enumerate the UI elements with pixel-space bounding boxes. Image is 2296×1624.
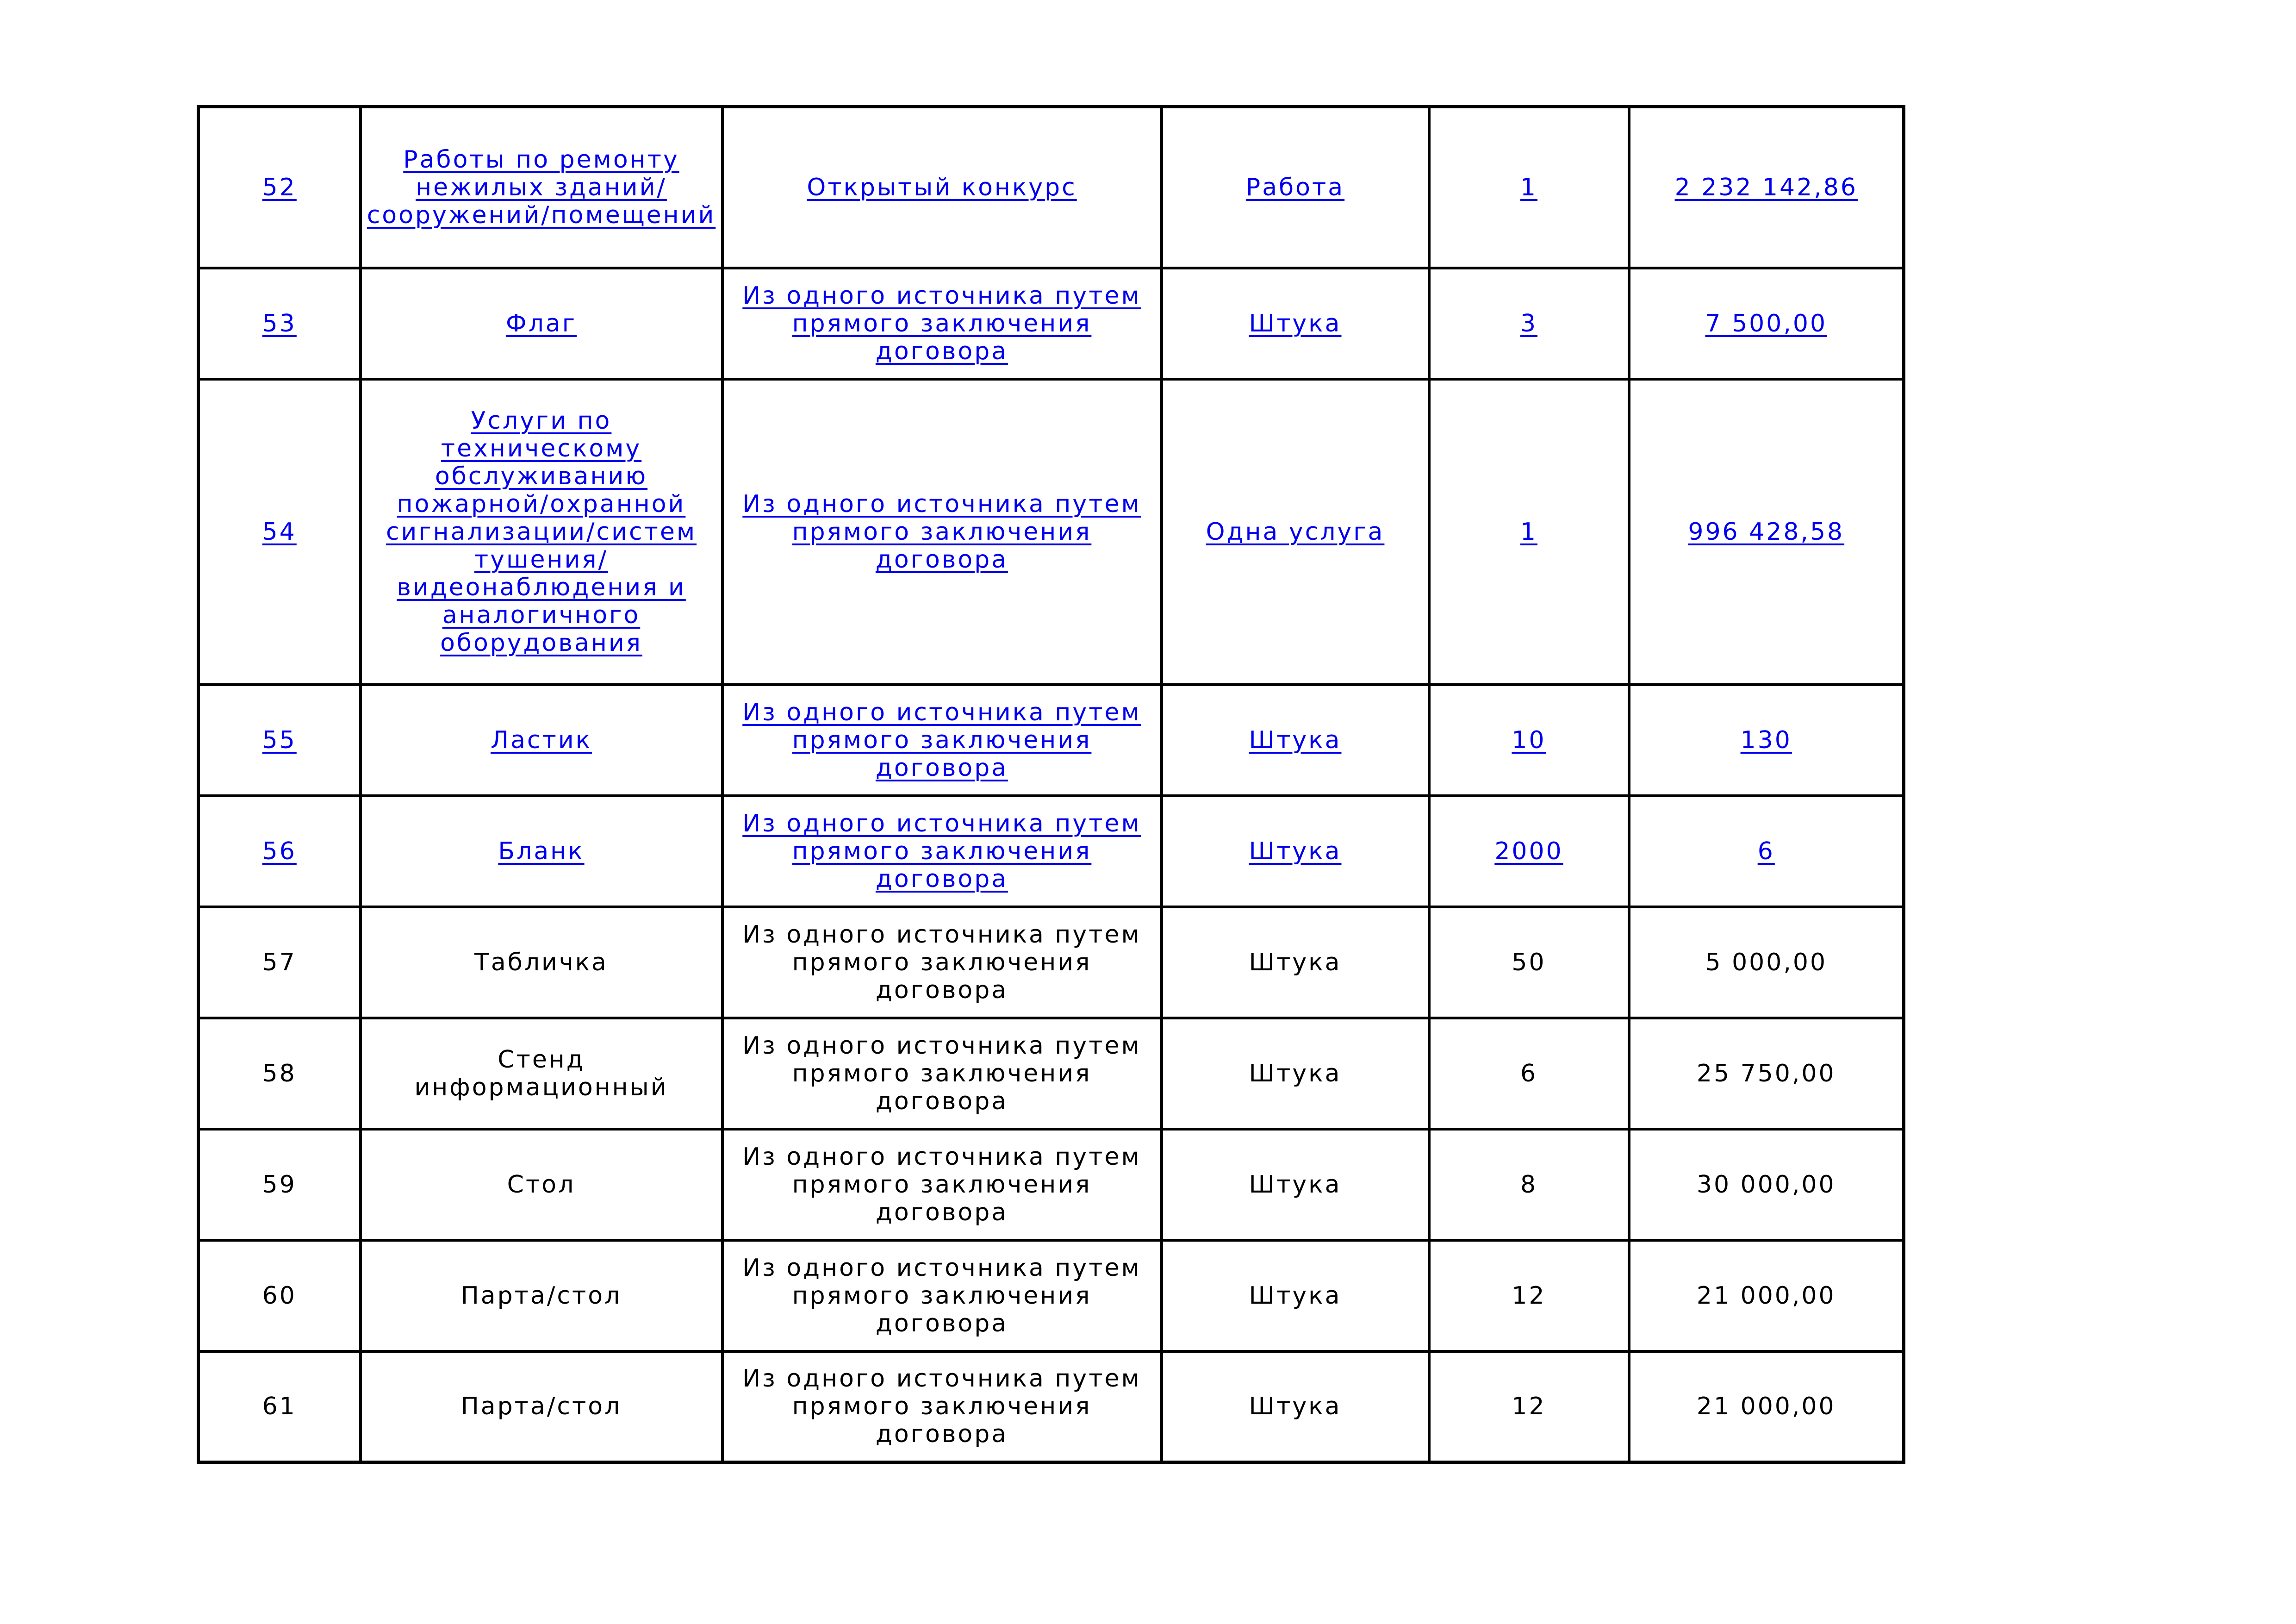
item-name-cell xyxy=(361,268,722,379)
row-number-cell: 59 xyxy=(199,1129,361,1240)
row-number-link[interactable]: 52 xyxy=(262,173,297,201)
procurement-table xyxy=(197,105,1905,1464)
procurement-method-cell: Из одного источника путем прямого заключения договора xyxy=(722,1351,1162,1462)
table-row xyxy=(199,1129,1904,1240)
unit-link[interactable]: Штука xyxy=(1249,309,1342,337)
item-name-link[interactable]: Услуги по техническому обслуживанию пожарной/охранной сигнализации/систем тушения/видеонаблюдения и аналогичного оборудования xyxy=(386,406,697,657)
quantity-cell: 8 xyxy=(1429,1129,1629,1240)
row-number-link[interactable]: 54 xyxy=(262,518,297,546)
amount-link[interactable]: 130 xyxy=(1740,726,1792,754)
amount-cell: 21 000,00 xyxy=(1629,1240,1904,1351)
row-number-cell xyxy=(199,796,361,907)
table-row xyxy=(199,1018,1904,1129)
item-name-link[interactable]: Работы по ремонту нежилых зданий/сооружений/помещений xyxy=(367,145,716,229)
unit-cell: Штука xyxy=(1162,1351,1429,1462)
unit-link[interactable]: Работа xyxy=(1245,173,1345,201)
row-number-cell xyxy=(199,107,361,268)
amount-cell xyxy=(1629,685,1904,796)
item-name-link[interactable]: Флаг xyxy=(505,309,577,337)
item-name-cell xyxy=(361,796,722,907)
table-row xyxy=(199,1351,1904,1462)
item-name-cell: Парта/стол xyxy=(361,1351,722,1462)
row-number-link[interactable]: 53 xyxy=(262,309,297,337)
procurement-method-cell: Из одного источника путем прямого заключения договора xyxy=(722,1018,1162,1129)
quantity-cell xyxy=(1429,685,1629,796)
quantity-cell: 6 xyxy=(1429,1018,1629,1129)
quantity-cell xyxy=(1429,268,1629,379)
row-number-cell xyxy=(199,685,361,796)
row-number-link[interactable]: 56 xyxy=(262,837,297,865)
amount-cell: 30 000,00 xyxy=(1629,1129,1904,1240)
procurement-method-cell xyxy=(722,685,1162,796)
procurement-method-link[interactable]: Из одного источника путем прямого заключения договора xyxy=(742,809,1141,893)
item-name-cell xyxy=(361,379,722,685)
row-number-cell xyxy=(199,268,361,379)
table-row xyxy=(199,685,1904,796)
quantity-cell: 12 xyxy=(1429,1351,1629,1462)
amount-cell: 21 000,00 xyxy=(1629,1351,1904,1462)
procurement-method-cell xyxy=(722,379,1162,685)
amount-cell xyxy=(1629,379,1904,685)
quantity-link[interactable]: 1 xyxy=(1520,518,1538,546)
unit-cell xyxy=(1162,268,1429,379)
table-row xyxy=(199,1240,1904,1351)
unit-cell: Штука xyxy=(1162,1018,1429,1129)
item-name-cell: Табличка xyxy=(361,907,722,1018)
unit-cell: Штука xyxy=(1162,907,1429,1018)
row-number-cell: 61 xyxy=(199,1351,361,1462)
row-number-link[interactable]: 55 xyxy=(262,726,297,754)
unit-cell: Штука xyxy=(1162,1240,1429,1351)
row-number-cell: 60 xyxy=(199,1240,361,1351)
amount-cell xyxy=(1629,107,1904,268)
item-name-cell xyxy=(361,107,722,268)
item-name-link[interactable]: Бланк xyxy=(498,837,585,865)
table-row xyxy=(199,379,1904,685)
unit-cell: Штука xyxy=(1162,1129,1429,1240)
row-number-cell: 58 xyxy=(199,1018,361,1129)
quantity-link[interactable]: 10 xyxy=(1512,726,1546,754)
amount-cell: 25 750,00 xyxy=(1629,1018,1904,1129)
unit-cell xyxy=(1162,796,1429,907)
table-row xyxy=(199,796,1904,907)
unit-cell xyxy=(1162,379,1429,685)
procurement-method-cell xyxy=(722,796,1162,907)
procurement-method-cell xyxy=(722,107,1162,268)
amount-cell xyxy=(1629,268,1904,379)
item-name-cell: Стенд информационный xyxy=(361,1018,722,1129)
amount-link[interactable]: 996 428,58 xyxy=(1688,518,1845,546)
amount-link[interactable]: 7 500,00 xyxy=(1705,309,1828,337)
quantity-cell xyxy=(1429,107,1629,268)
table-row xyxy=(199,268,1904,379)
procurement-method-cell xyxy=(722,268,1162,379)
procurement-method-link[interactable]: Из одного источника путем прямого заключения договора xyxy=(742,281,1141,365)
item-name-cell: Парта/стол xyxy=(361,1240,722,1351)
quantity-link[interactable]: 1 xyxy=(1520,173,1538,201)
procurement-table-body xyxy=(199,107,1904,1462)
procurement-method-link[interactable]: Открытый конкурс xyxy=(807,173,1077,201)
table-row xyxy=(199,907,1904,1018)
quantity-cell: 12 xyxy=(1429,1240,1629,1351)
unit-link[interactable]: Одна услуга xyxy=(1206,518,1385,546)
row-number-cell: 57 xyxy=(199,907,361,1018)
table-row xyxy=(199,107,1904,268)
unit-cell xyxy=(1162,685,1429,796)
quantity-cell xyxy=(1429,796,1629,907)
procurement-method-link[interactable]: Из одного источника путем прямого заключения договора xyxy=(742,698,1141,782)
unit-link[interactable]: Штука xyxy=(1249,726,1342,754)
unit-link[interactable]: Штука xyxy=(1249,837,1342,865)
procurement-method-cell: Из одного источника путем прямого заключения договора xyxy=(722,1129,1162,1240)
quantity-cell xyxy=(1429,379,1629,685)
procurement-method-cell: Из одного источника путем прямого заключения договора xyxy=(722,1240,1162,1351)
row-number-cell xyxy=(199,379,361,685)
quantity-link[interactable]: 2000 xyxy=(1494,837,1563,865)
amount-link[interactable]: 2 232 142,86 xyxy=(1674,173,1858,201)
quantity-cell: 50 xyxy=(1429,907,1629,1018)
amount-cell xyxy=(1629,796,1904,907)
unit-cell xyxy=(1162,107,1429,268)
item-name-cell: Стол xyxy=(361,1129,722,1240)
item-name-link[interactable]: Ластик xyxy=(490,726,592,754)
item-name-cell xyxy=(361,685,722,796)
amount-link[interactable]: 6 xyxy=(1757,837,1775,865)
quantity-link[interactable]: 3 xyxy=(1520,309,1538,337)
amount-cell: 5 000,00 xyxy=(1629,907,1904,1018)
procurement-method-link[interactable]: Из одного источника путем прямого заключения договора xyxy=(742,490,1141,574)
procurement-method-cell: Из одного источника путем прямого заключения договора xyxy=(722,907,1162,1018)
